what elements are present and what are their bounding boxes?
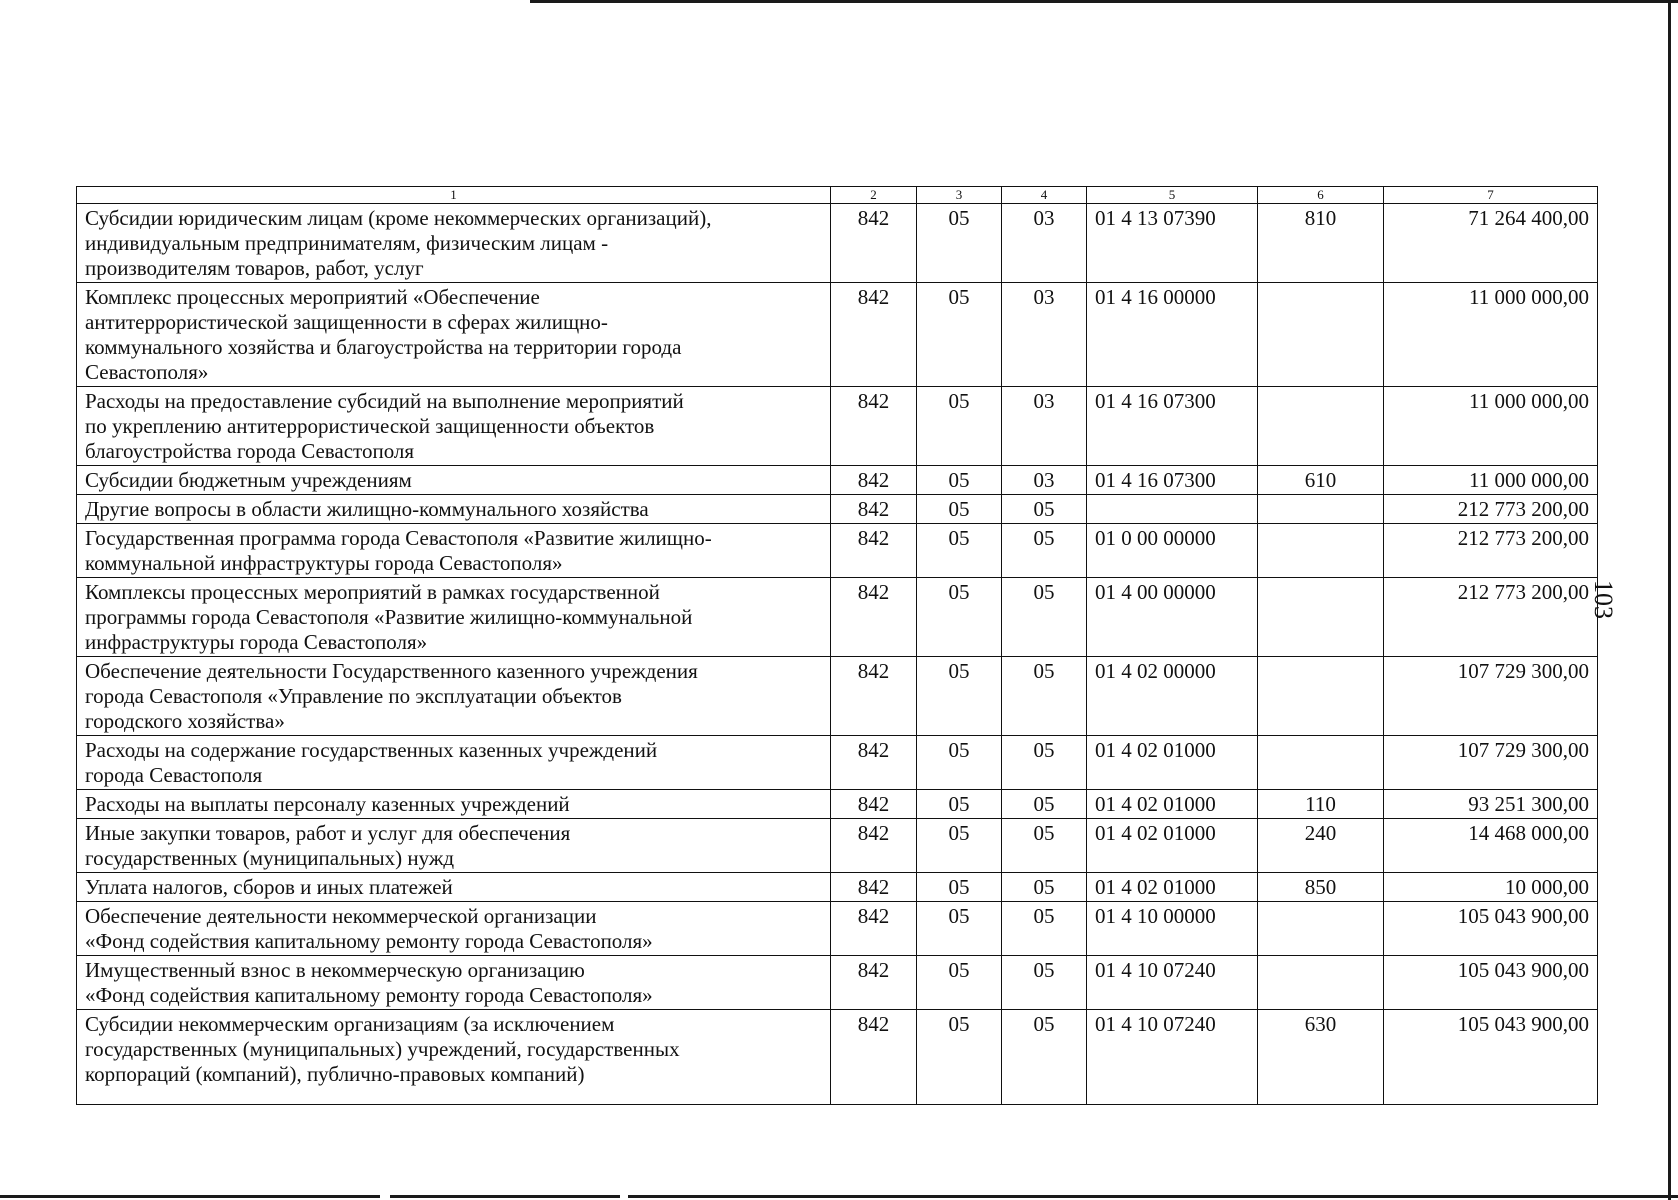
expense-name-line: коммунального хозяйства и благоустройства на территории города: [85, 335, 682, 359]
table-row: [77, 524, 1598, 578]
expense-type-cell: [1258, 657, 1384, 736]
expense-type-cell: 610: [1258, 466, 1384, 495]
amount-cell: 107 729 300,00: [1384, 736, 1598, 790]
expense-name-line: программы города Севастополя «Развитие жилищно-коммунальной: [85, 605, 693, 629]
target-article-cell: 01 4 16 07300: [1087, 387, 1258, 466]
table-row: [77, 819, 1598, 873]
expense-name-line: Севастополя»: [85, 360, 209, 384]
amount-cell: 107 729 300,00: [1384, 657, 1598, 736]
expense-type-cell: 810: [1258, 204, 1384, 283]
glava-cell: 842: [831, 495, 917, 524]
expense-name-line: города Севастополя «Управление по эксплуатации объектов: [85, 684, 622, 708]
glava-cell: 842: [831, 387, 917, 466]
expense-name-line: по укреплению антитеррористической защищенности объектов: [85, 414, 655, 438]
expense-name-cell: [77, 657, 831, 736]
glava-cell: 842: [831, 204, 917, 283]
expense-type-cell: 850: [1258, 873, 1384, 902]
razdel-cell: 05: [917, 283, 1002, 387]
razdel-cell: 05: [917, 466, 1002, 495]
expense-name-line: антитеррористической защищенности в сферах жилищно-: [85, 310, 608, 334]
amount-cell: 212 773 200,00: [1384, 524, 1598, 578]
razdel-cell: 05: [917, 736, 1002, 790]
target-article-cell: 01 4 02 01000: [1087, 790, 1258, 819]
razdel-cell: 05: [917, 387, 1002, 466]
podrazdel-cell: 05: [1002, 524, 1087, 578]
glava-cell: 842: [831, 873, 917, 902]
podrazdel-cell: 05: [1002, 902, 1087, 956]
amount-cell: 11 000 000,00: [1384, 387, 1598, 466]
glava-cell: 842: [831, 902, 917, 956]
expense-name-cell: [77, 283, 831, 387]
column-number: 2: [831, 187, 917, 204]
expense-name-line: Другие вопросы в области жилищно-коммунального хозяйства: [85, 497, 649, 521]
glava-cell: 842: [831, 466, 917, 495]
expense-type-cell: [1258, 283, 1384, 387]
expense-name-cell: [77, 819, 831, 873]
expense-name-cell: [77, 1010, 831, 1105]
scan-border-bottom: [0, 1195, 380, 1198]
target-article-cell: 01 4 10 07240: [1087, 956, 1258, 1010]
glava-cell: 842: [831, 956, 917, 1010]
glava-cell: 842: [831, 736, 917, 790]
scan-border-bottom: [628, 1195, 1678, 1198]
column-number: 6: [1258, 187, 1384, 204]
scan-border-bottom: [390, 1195, 620, 1198]
amount-cell: 14 468 000,00: [1384, 819, 1598, 873]
amount-cell: 71 264 400,00: [1384, 204, 1598, 283]
expense-type-cell: 240: [1258, 819, 1384, 873]
expense-name-line: государственных (муниципальных) нужд: [85, 846, 455, 870]
target-article-cell: 01 4 10 07240: [1087, 1010, 1258, 1105]
expense-name-line: производителям товаров, работ, услуг: [85, 256, 424, 280]
amount-cell: 105 043 900,00: [1384, 956, 1598, 1010]
table-row: [77, 578, 1598, 657]
expense-name-line: коммунальной инфраструктуры города Севастополя»: [85, 551, 563, 575]
expense-name-cell: [77, 578, 831, 657]
table-row: [77, 956, 1598, 1010]
expense-name-cell: [77, 790, 831, 819]
expense-name-cell: [77, 495, 831, 524]
expense-type-cell: [1258, 956, 1384, 1010]
column-number: 1: [77, 187, 831, 204]
target-article-cell: 01 4 02 01000: [1087, 736, 1258, 790]
expense-name-line: «Фонд содействия капитальному ремонту города Севастополя»: [85, 929, 653, 953]
expense-name-line: Государственная программа города Севастополя «Развитие жилищно-: [85, 526, 712, 550]
expense-type-cell: 630: [1258, 1010, 1384, 1105]
expense-name-line: государственных (муниципальных) учреждений, государственных: [85, 1037, 680, 1061]
podrazdel-cell: 03: [1002, 387, 1087, 466]
podrazdel-cell: 05: [1002, 657, 1087, 736]
amount-cell: 212 773 200,00: [1384, 578, 1598, 657]
razdel-cell: 05: [917, 524, 1002, 578]
glava-cell: 842: [831, 283, 917, 387]
table-body: [77, 204, 1598, 1105]
target-article-cell: 01 4 16 00000: [1087, 283, 1258, 387]
expense-name-line: корпораций (компаний), публично-правовых компаний): [85, 1062, 585, 1086]
amount-cell: 93 251 300,00: [1384, 790, 1598, 819]
glava-cell: 842: [831, 578, 917, 657]
target-article-cell: 01 4 13 07390: [1087, 204, 1258, 283]
razdel-cell: 05: [917, 819, 1002, 873]
expense-name-line: города Севастополя: [85, 763, 263, 787]
amount-cell: 105 043 900,00: [1384, 1010, 1598, 1105]
table-row: [77, 1010, 1598, 1105]
expense-name-line: индивидуальным предпринимателям, физическим лицам -: [85, 231, 609, 255]
target-article-cell: 01 4 16 07300: [1087, 466, 1258, 495]
expense-name-line: Имущественный взнос в некоммерческую организацию: [85, 958, 585, 982]
expense-name-cell: [77, 387, 831, 466]
expense-name-line: благоустройства города Севастополя: [85, 439, 415, 463]
table-row: [77, 466, 1598, 495]
amount-cell: 212 773 200,00: [1384, 495, 1598, 524]
table-row: [77, 283, 1598, 387]
razdel-cell: 05: [917, 1010, 1002, 1105]
amount-cell: 11 000 000,00: [1384, 283, 1598, 387]
column-number: 7: [1384, 187, 1598, 204]
podrazdel-cell: 03: [1002, 283, 1087, 387]
podrazdel-cell: 05: [1002, 1010, 1087, 1105]
podrazdel-cell: 05: [1002, 495, 1087, 524]
razdel-cell: 05: [917, 204, 1002, 283]
expense-name-line: Субсидии юридическим лицам (кроме некоммерческих организаций),: [85, 206, 712, 230]
table-row: [77, 902, 1598, 956]
podrazdel-cell: 03: [1002, 204, 1087, 283]
expense-name-line: Субсидии некоммерческим организациям (за исключением: [85, 1012, 615, 1036]
expense-name-line: Обеспечение деятельности Государственного казенного учреждения: [85, 659, 698, 683]
razdel-cell: 05: [917, 873, 1002, 902]
expense-name-cell: [77, 956, 831, 1010]
table-row: [77, 495, 1598, 524]
amount-cell: 105 043 900,00: [1384, 902, 1598, 956]
podrazdel-cell: 05: [1002, 873, 1087, 902]
podrazdel-cell: 05: [1002, 956, 1087, 1010]
expense-name-line: «Фонд содействия капитальному ремонту города Севастополя»: [85, 983, 653, 1007]
expense-type-cell: [1258, 578, 1384, 657]
expense-name-line: Комплекс процессных мероприятий «Обеспечение: [85, 285, 540, 309]
target-article-cell: 01 4 02 01000: [1087, 873, 1258, 902]
column-number-row: [77, 187, 1598, 204]
expense-type-cell: [1258, 524, 1384, 578]
expense-name-line: Уплата налогов, сборов и иных платежей: [85, 875, 453, 899]
razdel-cell: 05: [917, 657, 1002, 736]
podrazdel-cell: 03: [1002, 466, 1087, 495]
glava-cell: 842: [831, 524, 917, 578]
expense-name-line: городского хозяйства»: [85, 709, 285, 733]
glava-cell: 842: [831, 657, 917, 736]
table-row: [77, 657, 1598, 736]
razdel-cell: 05: [917, 495, 1002, 524]
scan-border-right: [1668, 0, 1671, 1200]
amount-cell: 11 000 000,00: [1384, 466, 1598, 495]
razdel-cell: 05: [917, 578, 1002, 657]
expense-name-cell: [77, 524, 831, 578]
expense-name-line: Расходы на содержание государственных казенных учреждений: [85, 738, 658, 762]
expense-name-line: Расходы на предоставление субсидий на выполнение мероприятий: [85, 389, 684, 413]
podrazdel-cell: 05: [1002, 790, 1087, 819]
glava-cell: 842: [831, 819, 917, 873]
target-article-cell: 01 4 00 00000: [1087, 578, 1258, 657]
table-row: [77, 204, 1598, 283]
amount-cell: 10 000,00: [1384, 873, 1598, 902]
target-article-cell: 01 4 02 01000: [1087, 819, 1258, 873]
razdel-cell: 05: [917, 902, 1002, 956]
expense-name-cell: [77, 902, 831, 956]
expense-name-cell: [77, 466, 831, 495]
expense-name-cell: [77, 873, 831, 902]
table-row: [77, 387, 1598, 466]
target-article-cell: 01 4 02 00000: [1087, 657, 1258, 736]
razdel-cell: 05: [917, 790, 1002, 819]
expense-type-cell: 110: [1258, 790, 1384, 819]
glava-cell: 842: [831, 790, 917, 819]
razdel-cell: 05: [917, 956, 1002, 1010]
budget-table: [76, 186, 1598, 1105]
column-number: 4: [1002, 187, 1087, 204]
table-row: [77, 790, 1598, 819]
table-row: [77, 736, 1598, 790]
expense-name-line: Иные закупки товаров, работ и услуг для обеспечения: [85, 821, 571, 845]
table-row: [77, 873, 1598, 902]
expense-type-cell: [1258, 387, 1384, 466]
podrazdel-cell: 05: [1002, 578, 1087, 657]
podrazdel-cell: 05: [1002, 819, 1087, 873]
target-article-cell: 01 0 00 00000: [1087, 524, 1258, 578]
expense-name-cell: [77, 736, 831, 790]
expense-type-cell: [1258, 736, 1384, 790]
expense-name-cell: [77, 204, 831, 283]
glava-cell: 842: [831, 1010, 917, 1105]
podrazdel-cell: 05: [1002, 736, 1087, 790]
column-number: 3: [917, 187, 1002, 204]
target-article-cell: 01 4 10 00000: [1087, 902, 1258, 956]
expense-name-line: Комплексы процессных мероприятий в рамках государственной: [85, 580, 660, 604]
expense-type-cell: [1258, 495, 1384, 524]
expense-type-cell: [1258, 902, 1384, 956]
expense-name-line: Расходы на выплаты персоналу казенных учреждений: [85, 792, 570, 816]
page-number: 103: [1589, 580, 1618, 619]
expense-name-line: Субсидии бюджетным учреждениям: [85, 468, 412, 492]
column-number: 5: [1087, 187, 1258, 204]
target-article-cell: [1087, 495, 1258, 524]
expense-name-line: Обеспечение деятельности некоммерческой организации: [85, 904, 597, 928]
scan-border-top: [530, 0, 1678, 3]
expense-name-line: инфраструктуры города Севастополя»: [85, 630, 428, 654]
